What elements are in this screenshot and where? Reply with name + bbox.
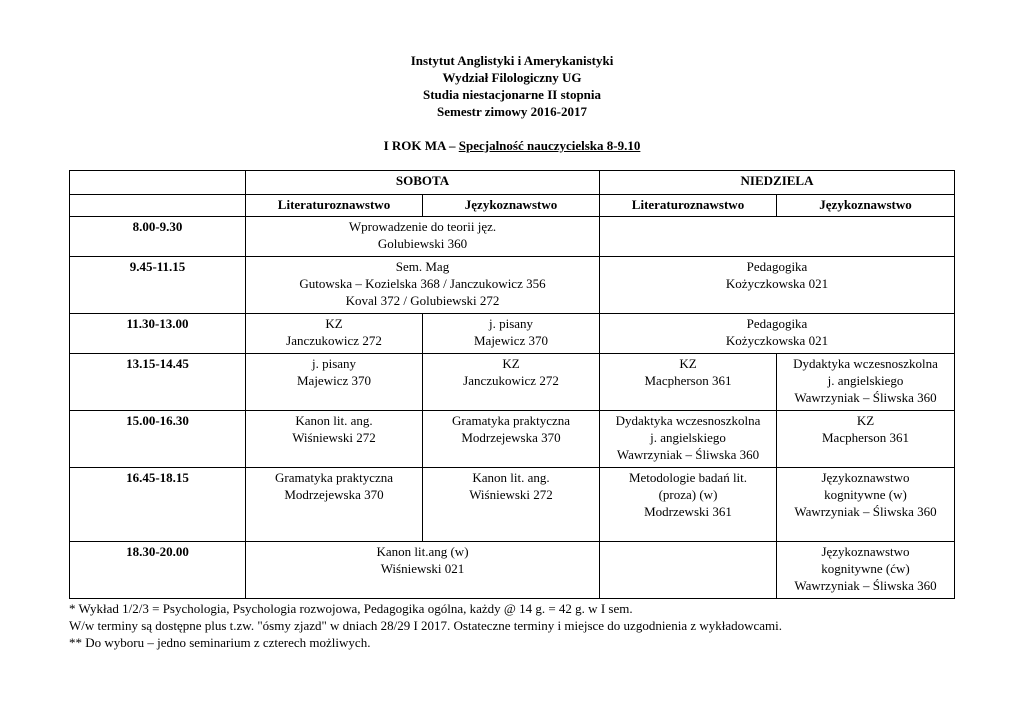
cell-line: Wiśniewski 021 [380, 561, 465, 576]
page-subtitle [0, 138, 1024, 154]
cell-line: Wprowadzenie do teorii jęz. [348, 219, 497, 234]
cell-line: kognitywne (ćw) [821, 561, 910, 576]
class-cell [777, 468, 955, 542]
sun-lit-header: Literaturoznawstwo [600, 195, 777, 217]
sat-lit-header: Literaturoznawstwo [246, 195, 423, 217]
class-cell [246, 354, 423, 411]
time-slot: 18.30-20.00 [70, 542, 246, 599]
class-cell [777, 542, 955, 599]
cell-line: Koval 372 / Golubiewski 272 [345, 293, 500, 308]
cell-line: kognitywne (w) [824, 487, 907, 502]
header-institute: Instytut Anglistyki i Amerykanistyki [410, 53, 614, 68]
footnote-seminar: ** Do wyboru – jedno seminarium z czterech możliwych. [69, 635, 371, 650]
footnote-terms: W/w terminy są dostępne plus t.zw. "ósmy zjazd" w dniach 28/29 I 2017. Ostateczne terminy i miejsce do uzgodnienia z wykładowcami. [69, 618, 783, 633]
time-slot: 8.00-9.30 [70, 217, 246, 257]
class-cell [600, 314, 955, 354]
empty-cell [600, 542, 777, 599]
subtitle-specialization: Specjalność nauczycielska 8-9.10 [458, 138, 641, 153]
class-cell [423, 411, 600, 468]
cell-line: Wiśniewski 272 [469, 487, 553, 502]
class-cell [600, 354, 777, 411]
subtitle-prefix: I ROK MA – [383, 138, 459, 153]
time-slot: 11.30-13.00 [70, 314, 246, 354]
cell-line: Kanon lit. ang. [295, 413, 373, 428]
day-saturday: SOBOTA [246, 171, 600, 195]
table-row [70, 217, 955, 257]
corner-cell-2 [70, 195, 246, 217]
table-row [70, 257, 955, 314]
cell-line: Wawrzyniak – Śliwska 360 [616, 447, 760, 462]
class-cell [246, 257, 600, 314]
time-slot: 9.45-11.15 [70, 257, 246, 314]
cell-line: Macpherson 361 [821, 430, 909, 445]
cell-line: Golubiewski 360 [377, 236, 468, 251]
cell-line: KZ [856, 413, 875, 428]
class-cell [246, 411, 423, 468]
class-cell [246, 217, 600, 257]
corner-cell [70, 171, 246, 195]
time-slot: 15.00-16.30 [70, 411, 246, 468]
cell-line: Wawrzyniak – Śliwska 360 [794, 504, 937, 519]
cell-line: j. pisany [488, 316, 534, 331]
cell-line: Kanon lit. ang. [472, 470, 550, 485]
time-slot: 16.45-18.15 [70, 468, 246, 542]
class-cell [423, 354, 600, 411]
class-cell [246, 468, 423, 542]
table-row [70, 411, 955, 468]
cell-line: Kożyczkowska 021 [725, 276, 829, 291]
class-cell [423, 314, 600, 354]
document-header [0, 52, 1024, 120]
day-header-row [70, 171, 955, 195]
cell-line: Janczukowicz 272 [286, 333, 382, 348]
cell-line: (proza) (w) [658, 487, 718, 502]
cell-line: Pedagogika [746, 316, 808, 331]
cell-line: Gramatyka praktyczna [274, 470, 394, 485]
cell-line: Wawrzyniak – Śliwska 360 [794, 578, 937, 593]
header-studies: Studia niestacjonarne II stopnia [422, 87, 602, 102]
day-sunday: NIEDZIELA [600, 171, 955, 195]
subject-header-row [70, 195, 955, 217]
cell-line: Gutowska – Kozielska 368 / Janczukowicz 356 [299, 276, 546, 291]
cell-line: Językoznawstwo [821, 544, 910, 559]
cell-line: Dydaktyka wczesnoszkolna [793, 356, 938, 371]
class-cell [600, 411, 777, 468]
cell-line: j. angielskiego [827, 373, 904, 388]
cell-line: Modrzejewska 370 [461, 430, 561, 445]
cell-line: Metodologie badań lit. [628, 470, 748, 485]
cell-line: Sem. Mag [395, 259, 450, 274]
cell-line: Modrzewski 361 [644, 504, 732, 519]
header-faculty: Wydział Filologiczny UG [442, 70, 582, 85]
sat-jez-header: Językoznawstwo [423, 195, 600, 217]
class-cell [600, 468, 777, 542]
table-row [70, 314, 955, 354]
cell-line: j. angielskiego [650, 430, 726, 445]
cell-line: Kożyczkowska 021 [725, 333, 829, 348]
cell-line: Majewicz 370 [473, 333, 548, 348]
cell-line: Macpherson 361 [644, 373, 732, 388]
sun-jez-header: Językoznawstwo [777, 195, 955, 217]
footnote-lecture: * Wykład 1/2/3 = Psychologia, Psychologia rozwojowa, Pedagogika ogólna, każdy @ 14 g. = 42 g. w I sem. [69, 601, 633, 616]
cell-line: Gramatyka praktyczna [451, 413, 571, 428]
cell-line: Językoznawstwo [821, 470, 910, 485]
class-cell [423, 468, 600, 542]
cell-line: Wiśniewski 272 [292, 430, 376, 445]
cell-line: KZ [502, 356, 520, 371]
cell-line: Janczukowicz 272 [463, 373, 559, 388]
empty-cell [600, 217, 955, 257]
class-cell [246, 314, 423, 354]
header-semester: Semestr zimowy 2016-2017 [437, 104, 587, 119]
class-cell [777, 411, 955, 468]
cell-line: Kanon lit.ang (w) [376, 544, 469, 559]
table-row [70, 468, 955, 542]
class-cell [246, 542, 600, 599]
cell-line: Wawrzyniak – Śliwska 360 [794, 390, 937, 405]
time-slot: 13.15-14.45 [70, 354, 246, 411]
class-cell [777, 354, 955, 411]
table-row [70, 354, 955, 411]
cell-line: KZ [325, 316, 343, 331]
footnotes [69, 600, 782, 651]
class-cell [600, 257, 955, 314]
table-row [70, 542, 955, 599]
cell-line: Majewicz 370 [296, 373, 371, 388]
cell-line: Modrzejewska 370 [284, 487, 384, 502]
cell-line: KZ [679, 356, 697, 371]
cell-line: j. pisany [311, 356, 357, 371]
schedule-table [69, 170, 955, 599]
cell-line: Pedagogika [746, 259, 808, 274]
cell-line: Dydaktyka wczesnoszkolna [615, 413, 761, 428]
